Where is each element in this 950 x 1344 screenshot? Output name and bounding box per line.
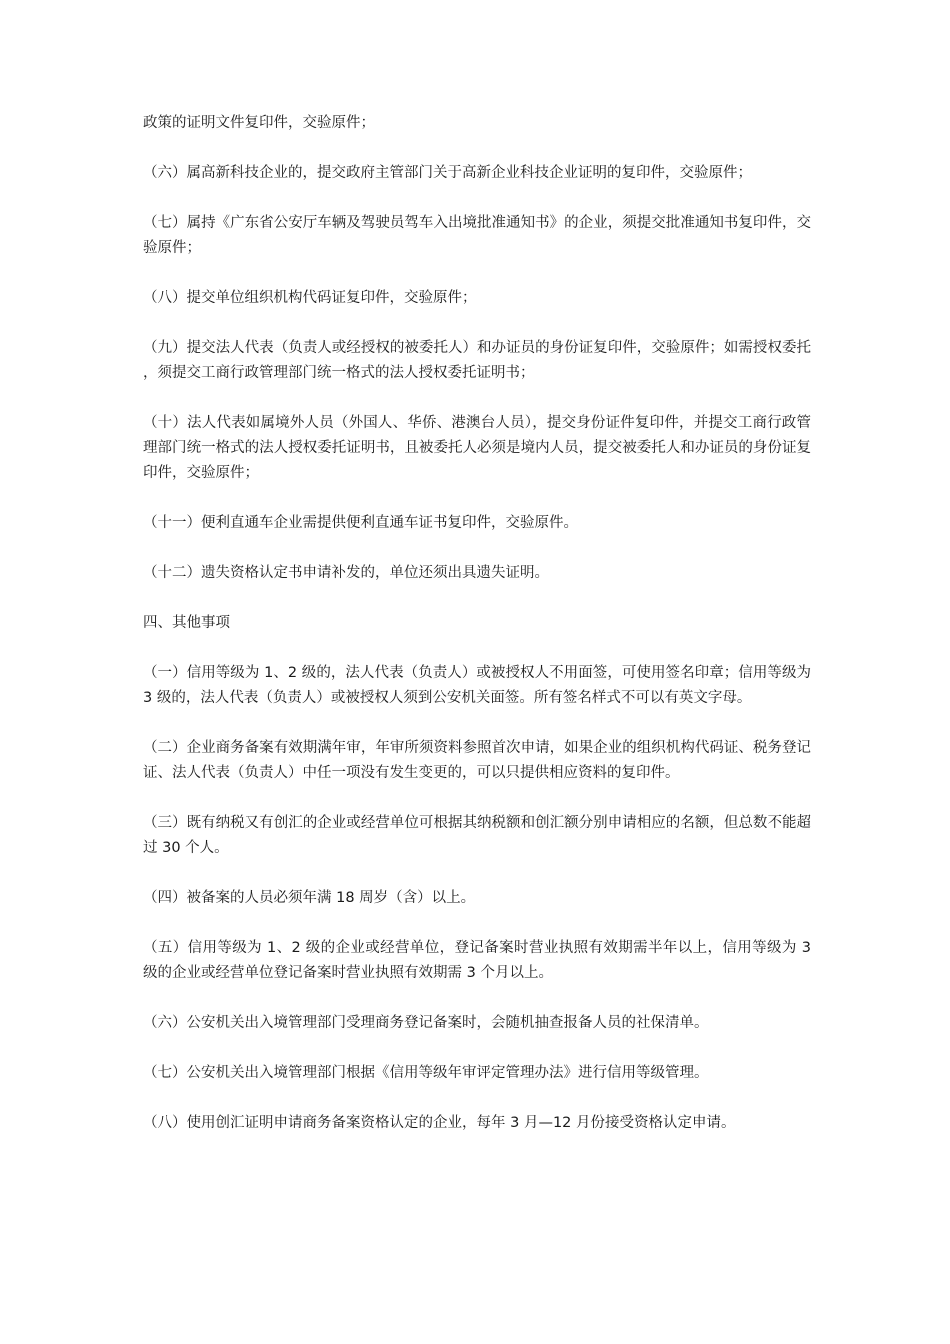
paragraph-other-8-application-period: （八）使用创汇证明申请商务备案资格认定的企业，每年 3 月—12 月份接受资格认定申请。 — [143, 1115, 736, 1131]
paragraph-other-2-annual-review: （二）企业商务备案有效期满年审，年审所须资料参照首次申请，如果企业的组织机构代码证、税务登记证、法人代表（负责人）中任一项没有发生变更的，可以只提供相应资料的复印件。 — [143, 740, 811, 781]
paragraph-item-8-org-code: （八）提交单位组织机构代码证复印件，交验原件； — [143, 290, 477, 306]
paragraph-other-6-social-security: （六）公安机关出入境管理部门受理商务登记备案时，会随机抽查报备人员的社保清单。 — [143, 1015, 709, 1031]
paragraph-policy-proof: 政策的证明文件复印件，交验原件； — [143, 115, 375, 131]
section-heading-other-matters: 四、其他事项 — [143, 615, 230, 631]
paragraph-item-11-through-train: （十一）便利直通车企业需提供便利直通车证书复印件，交验原件。 — [143, 515, 578, 531]
paragraph-item-9-id-copies: （九）提交法人代表（负责人或经授权的被委托人）和办证员的身份证复印件，交验原件；如需授权委托，须提交工商行政管理部门统一格式的法人授权委托证明书； — [143, 340, 811, 381]
paragraph-item-7-vehicle-permit: （七）属持《广东省公安厅车辆及驾驶员驾车入出境批准通知书》的企业，须提交批准通知书复印件，交验原件； — [143, 215, 811, 256]
paragraph-other-1-signature: （一）信用等级为 1、2 级的，法人代表（负责人）或被授权人不用面签，可使用签名印章；信用等级为 3 级的，法人代表（负责人）或被授权人须到公安机关面签。所有签名样式不可以有英文字母。 — [143, 665, 811, 706]
document-body — [143, 111, 811, 1136]
paragraph-other-4-age: （四）被备案的人员必须年满 18 周岁（含）以上。 — [143, 890, 476, 906]
paragraph-item-6-hightech: （六）属高新科技企业的，提交政府主管部门关于高新企业科技企业证明的复印件，交验原件； — [143, 165, 752, 181]
paragraph-item-12-lost-certificate: （十二）遗失资格认定书申请补发的，单位还须出具遗失证明。 — [143, 565, 549, 581]
paragraph-item-10-overseas-rep: （十）法人代表如属境外人员（外国人、华侨、港澳台人员），提交身份证件复印件，并提交工商行政管理部门统一格式的法人授权委托证明书，且被委托人必须是境内人员，提交被委托人和办证员的身份证复印件，交验原件； — [143, 415, 811, 481]
paragraph-other-7-credit-management: （七）公安机关出入境管理部门根据《信用等级年审评定管理办法》进行信用等级管理。 — [143, 1065, 709, 1081]
paragraph-other-3-quota: （三）既有纳税又有创汇的企业或经营单位可根据其纳税额和创汇额分别申请相应的名额，但总数不能超过 30 个人。 — [143, 815, 811, 856]
paragraph-other-5-license-validity: （五）信用等级为 1、2 级的企业或经营单位，登记备案时营业执照有效期需半年以上，信用等级为 3 级的企业或经营单位登记备案时营业执照有效期需 3 个月以上。 — [143, 940, 811, 981]
